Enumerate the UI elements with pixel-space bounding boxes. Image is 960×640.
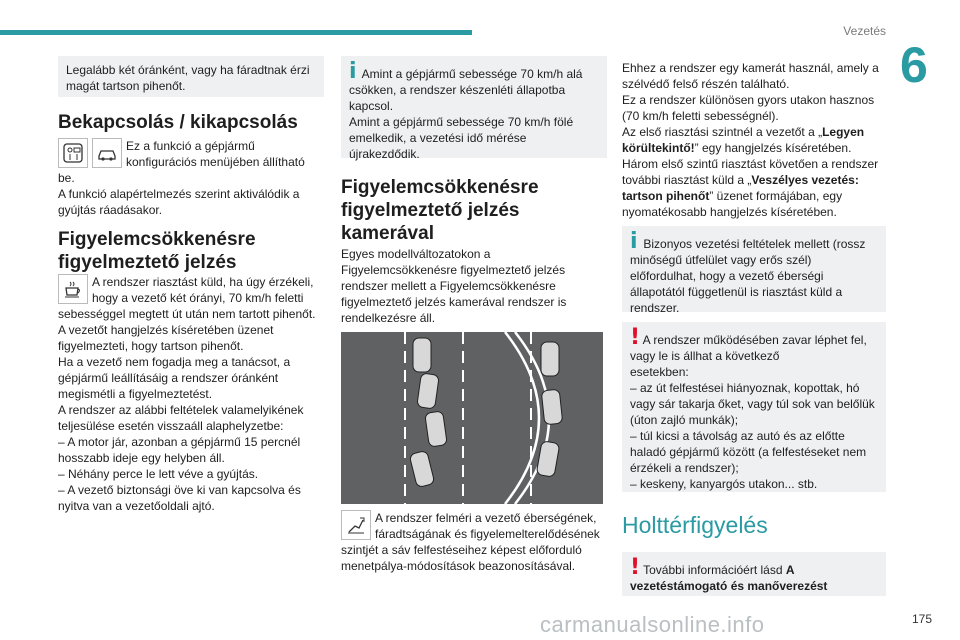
warn-line-1: esetekben: (630, 365, 689, 379)
tip-text: Legalább két óránként, vagy ha fáradtnak érzi magát tartson pihenőt. (66, 63, 310, 93)
chapter-number: 6 (900, 37, 928, 93)
icon-group (58, 138, 122, 168)
alert-line-3: A rendszer az alábbi feltételek valamelyikének teljesülése esetén visszaáll alaphelyzetbe: (58, 403, 304, 433)
warning-icon: ! (630, 325, 641, 350)
page-number: 175 (912, 612, 933, 626)
car-icon (92, 138, 122, 168)
first-level-c: ” egy hangjelzés kíséretében. (694, 141, 852, 155)
first-level-text (622, 124, 886, 156)
alert-line-6: – A vezető biztonsági öve ki van kapcsolva és nyitva van a vezetőoldali ajtó. (58, 483, 301, 513)
third-level-text (622, 156, 886, 220)
alert-block (58, 274, 324, 514)
info-box-1 (341, 56, 607, 161)
heading-alert: Figyelemcsökkenésre figyelmeztető jelzés (58, 229, 256, 273)
col3-intro (622, 60, 886, 220)
first-level-a: Az első riasztási szintnél a vezetőt a „ (622, 125, 823, 139)
warn-lead: A rendszer működésében zavar léphet fel, vagy le is állhat a következő (630, 333, 867, 363)
warning-icon: ! (630, 555, 641, 580)
info-icon: i (630, 229, 638, 254)
heading-switch: Bekapcsolás / kikapcsolás (58, 112, 298, 133)
tip-box (58, 56, 324, 97)
alert-lead: A rendszer riasztást küld, ha úgy érzékeli, hogy a vezető két órányi, 70 km/h feletti sebességgel megtett út után nem tartott pihenőt. (58, 275, 316, 321)
info-icon: i (349, 59, 357, 84)
header-bar (0, 30, 472, 35)
alert-line-2: Ha a vezető nem fogadja meg a tanácsot, a gépjármű leállításáig a rendszer óránként megismétli a figyelmeztetést. (58, 355, 291, 401)
camera-caption-block (341, 510, 603, 574)
third-level-bold: Veszélyes vezetés: tartson pihenőt (622, 173, 859, 203)
info-lead: Amint a gépjármű sebessége 70 km/h alá csökken, a rendszer készenléti állapotba kapcsol. (349, 67, 583, 113)
camera-illustration (341, 332, 603, 504)
section-label: Vezetés (843, 24, 886, 38)
info-box-2 (622, 226, 886, 315)
warn-line-3: – túl kicsi a távolság az autó és az előtte haladó gépjármű között (a felfestéseket nem érzékeli a rendszer); (630, 429, 867, 475)
info2-rest: előfordulhat, hogy a vezető éberségi állapotától függetlenül is riasztást küld a rendszer. (630, 269, 843, 315)
third-level-a: Három első szintű riasztást követően a rendszer további riasztást küld a „ (622, 157, 879, 187)
third-level-c: ” üzenet formájában, egy nyomatékosabb hangjelzés kíséretében. (622, 189, 843, 219)
watermark: carmanualsonline.info (540, 612, 765, 637)
intro-line-1: Ehhez a rendszer egy kamerát használ, amely a szélvédő felső részén található. (622, 61, 879, 91)
blind-a: További információért lásd (643, 563, 786, 577)
camera-caption: A rendszer felméri a vezető éberségének, fáradtságának és figyelemelterelődésének szintjét a sáv felfestéseihez képest előforduló menetpálya-módosítások beazonosításával. (341, 511, 600, 573)
warn-line-4: – keskeny, kanyargós utakon... stb. (630, 477, 818, 491)
warning-box (622, 322, 886, 492)
info2-lead: Bizonyos vezetési feltételek mellett (rossz minőségű útfelület vagy erős szél) (630, 237, 866, 267)
alert-line-4: – A motor jár, azonban a gépjármű 15 percnél hosszabb ideje egy helyben áll. (58, 435, 301, 465)
warning-box-2 (622, 552, 886, 596)
alert-line-1: A vezetőt hangjelzés kíséretében üzenet figyelmezteti, hogy tartson pihenőt. (58, 323, 274, 353)
heading-camera: Figyelemcsökkenésre figyelmeztető jelzés kamerával (341, 177, 539, 244)
camera-text: Egyes modellváltozatokon a Figyelemcsökkenésre figyelmeztető jelzés rendszer mellett a Figyelemcsökkenésre figyelmeztető jelzés kamerával rendszer is rendelkezésre áll. (341, 247, 567, 325)
alert-line-5: – Néhány perce le lett véve a gyújtás. (58, 467, 259, 481)
switch-text-b: A funkció alapértelmezés szerint aktiválódik a gyújtás ráadásakor. (58, 187, 300, 217)
intro-line-2: Ez a rendszer különösen gyors utakon hasznos (70 km/h feletti sebességnél). (622, 93, 875, 123)
heading-blind-spot: Holttérfigyelés (622, 512, 768, 538)
blind-b: A vezetéstámogató és manőverezést (630, 563, 828, 593)
switch-block (58, 138, 324, 218)
coffee-cup-icon (58, 274, 88, 304)
first-level-bold: Legyen körültekintő! (622, 125, 865, 155)
warn-line-2: – az út felfestései hiányoznak, kopottak, hó vagy sár takarja őket, vagy túl sok van belőlük (úton zajló munkák); (630, 381, 875, 427)
drowsy-driver-icon (341, 510, 371, 540)
switch-text-a: Ez a funkció a gépjármű konfigurációs menüjében állítható be. (58, 139, 305, 185)
settings-app-icon (58, 138, 88, 168)
info-rest: Amint a gépjármű sebessége 70 km/h fölé emelkedik, a vezetési idő mérése újrakezdődik. (349, 115, 574, 161)
lane-drift-illustration (341, 332, 603, 504)
